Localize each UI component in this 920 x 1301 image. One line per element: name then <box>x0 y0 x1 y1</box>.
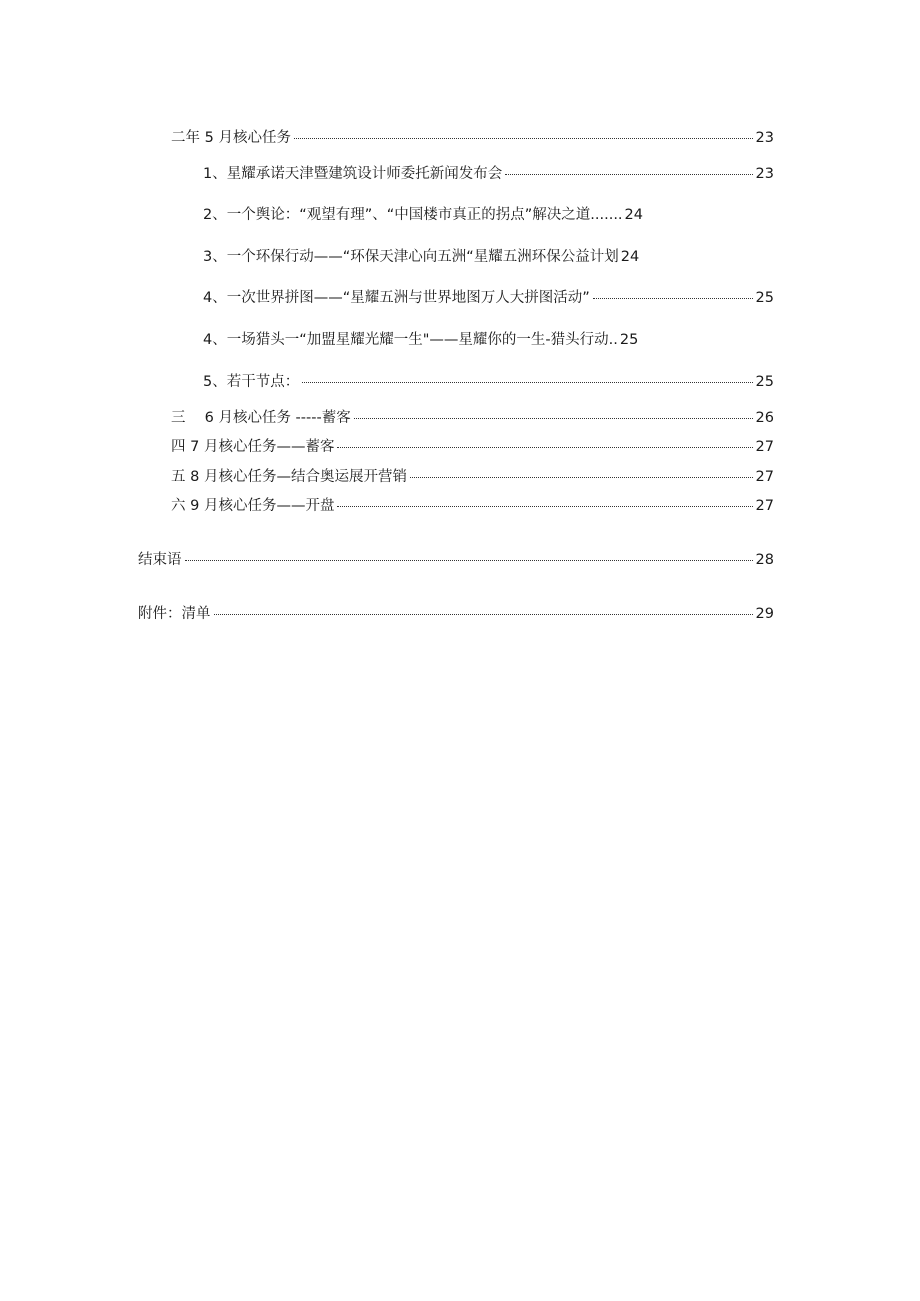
toc-entry[interactable] <box>203 165 774 183</box>
toc-entry-text: 六 9 月核心任务——开盘 <box>171 498 335 514</box>
toc-page-number: 23 <box>755 130 774 146</box>
dot-leader <box>294 138 753 139</box>
toc-entry-text: 4、一场猎头一“加盟星耀光耀一生"——星耀你的一生-猎头行动.. <box>203 332 618 348</box>
dot-leader <box>214 614 753 615</box>
toc-entry[interactable] <box>203 289 774 307</box>
dot-leader <box>593 298 753 299</box>
toc-entry-text: 二年 5 月核心任务 <box>171 130 291 146</box>
toc-page-number: 23 <box>755 166 774 182</box>
toc-entry[interactable] <box>171 438 774 456</box>
dot-leader <box>185 560 753 561</box>
toc-page-number: 24 <box>620 249 640 265</box>
toc-entry[interactable] <box>171 129 774 147</box>
toc-page-number: 28 <box>755 552 774 568</box>
dot-leader <box>337 506 752 507</box>
toc-page-number: 29 <box>755 606 774 622</box>
toc-entry-text: 3、一个环保行动——“环保天津心向五洲“星耀五洲环保公益计划 <box>203 249 619 265</box>
toc-entry-text: 4、一次世界拼图——“星耀五洲与世界地图万人大拼图活动” <box>203 290 590 306</box>
toc-page-number: 25 <box>755 374 774 390</box>
toc-entry-text: 5、若干节点： <box>203 374 300 390</box>
toc-entry[interactable] <box>171 468 774 486</box>
toc-entry[interactable] <box>171 409 774 427</box>
toc-entry-text: 附件：清单 <box>138 606 211 622</box>
toc-entry[interactable] <box>138 605 774 623</box>
toc-entry[interactable] <box>203 373 774 391</box>
toc-entry[interactable] <box>138 551 774 569</box>
toc-entry[interactable] <box>203 248 639 266</box>
dot-leader <box>302 382 752 383</box>
dot-leader <box>410 477 753 478</box>
toc-entry-text: 五 8 月核心任务—结合奥运展开营销 <box>171 469 407 485</box>
toc-entry[interactable] <box>203 206 643 224</box>
dot-leader <box>337 447 752 448</box>
toc-entry-text: 结束语 <box>138 552 182 568</box>
toc-page-number: 26 <box>755 410 774 426</box>
toc-entry[interactable] <box>203 331 638 349</box>
toc-page-number: 27 <box>755 469 774 485</box>
toc-entry-text: 三 6 月核心任务 -----蓄客 <box>171 410 351 426</box>
toc-entry[interactable] <box>171 497 774 515</box>
toc-page-number: 25 <box>619 332 639 348</box>
toc-entry-text: 2、一个舆论：“观望有理”、“中国楼市真正的拐点”解决之道....... <box>203 207 623 223</box>
toc-page-number: 24 <box>624 207 643 223</box>
toc-page-number: 27 <box>755 498 774 514</box>
dot-leader <box>505 174 752 175</box>
toc-entry-text: 1、星耀承诺天津暨建筑设计师委托新闻发布会 <box>203 166 503 182</box>
toc-page-number: 27 <box>755 439 774 455</box>
toc-entry-text: 四 7 月核心任务——蓄客 <box>171 439 335 455</box>
toc-page-number: 25 <box>755 290 774 306</box>
dot-leader <box>354 418 753 419</box>
